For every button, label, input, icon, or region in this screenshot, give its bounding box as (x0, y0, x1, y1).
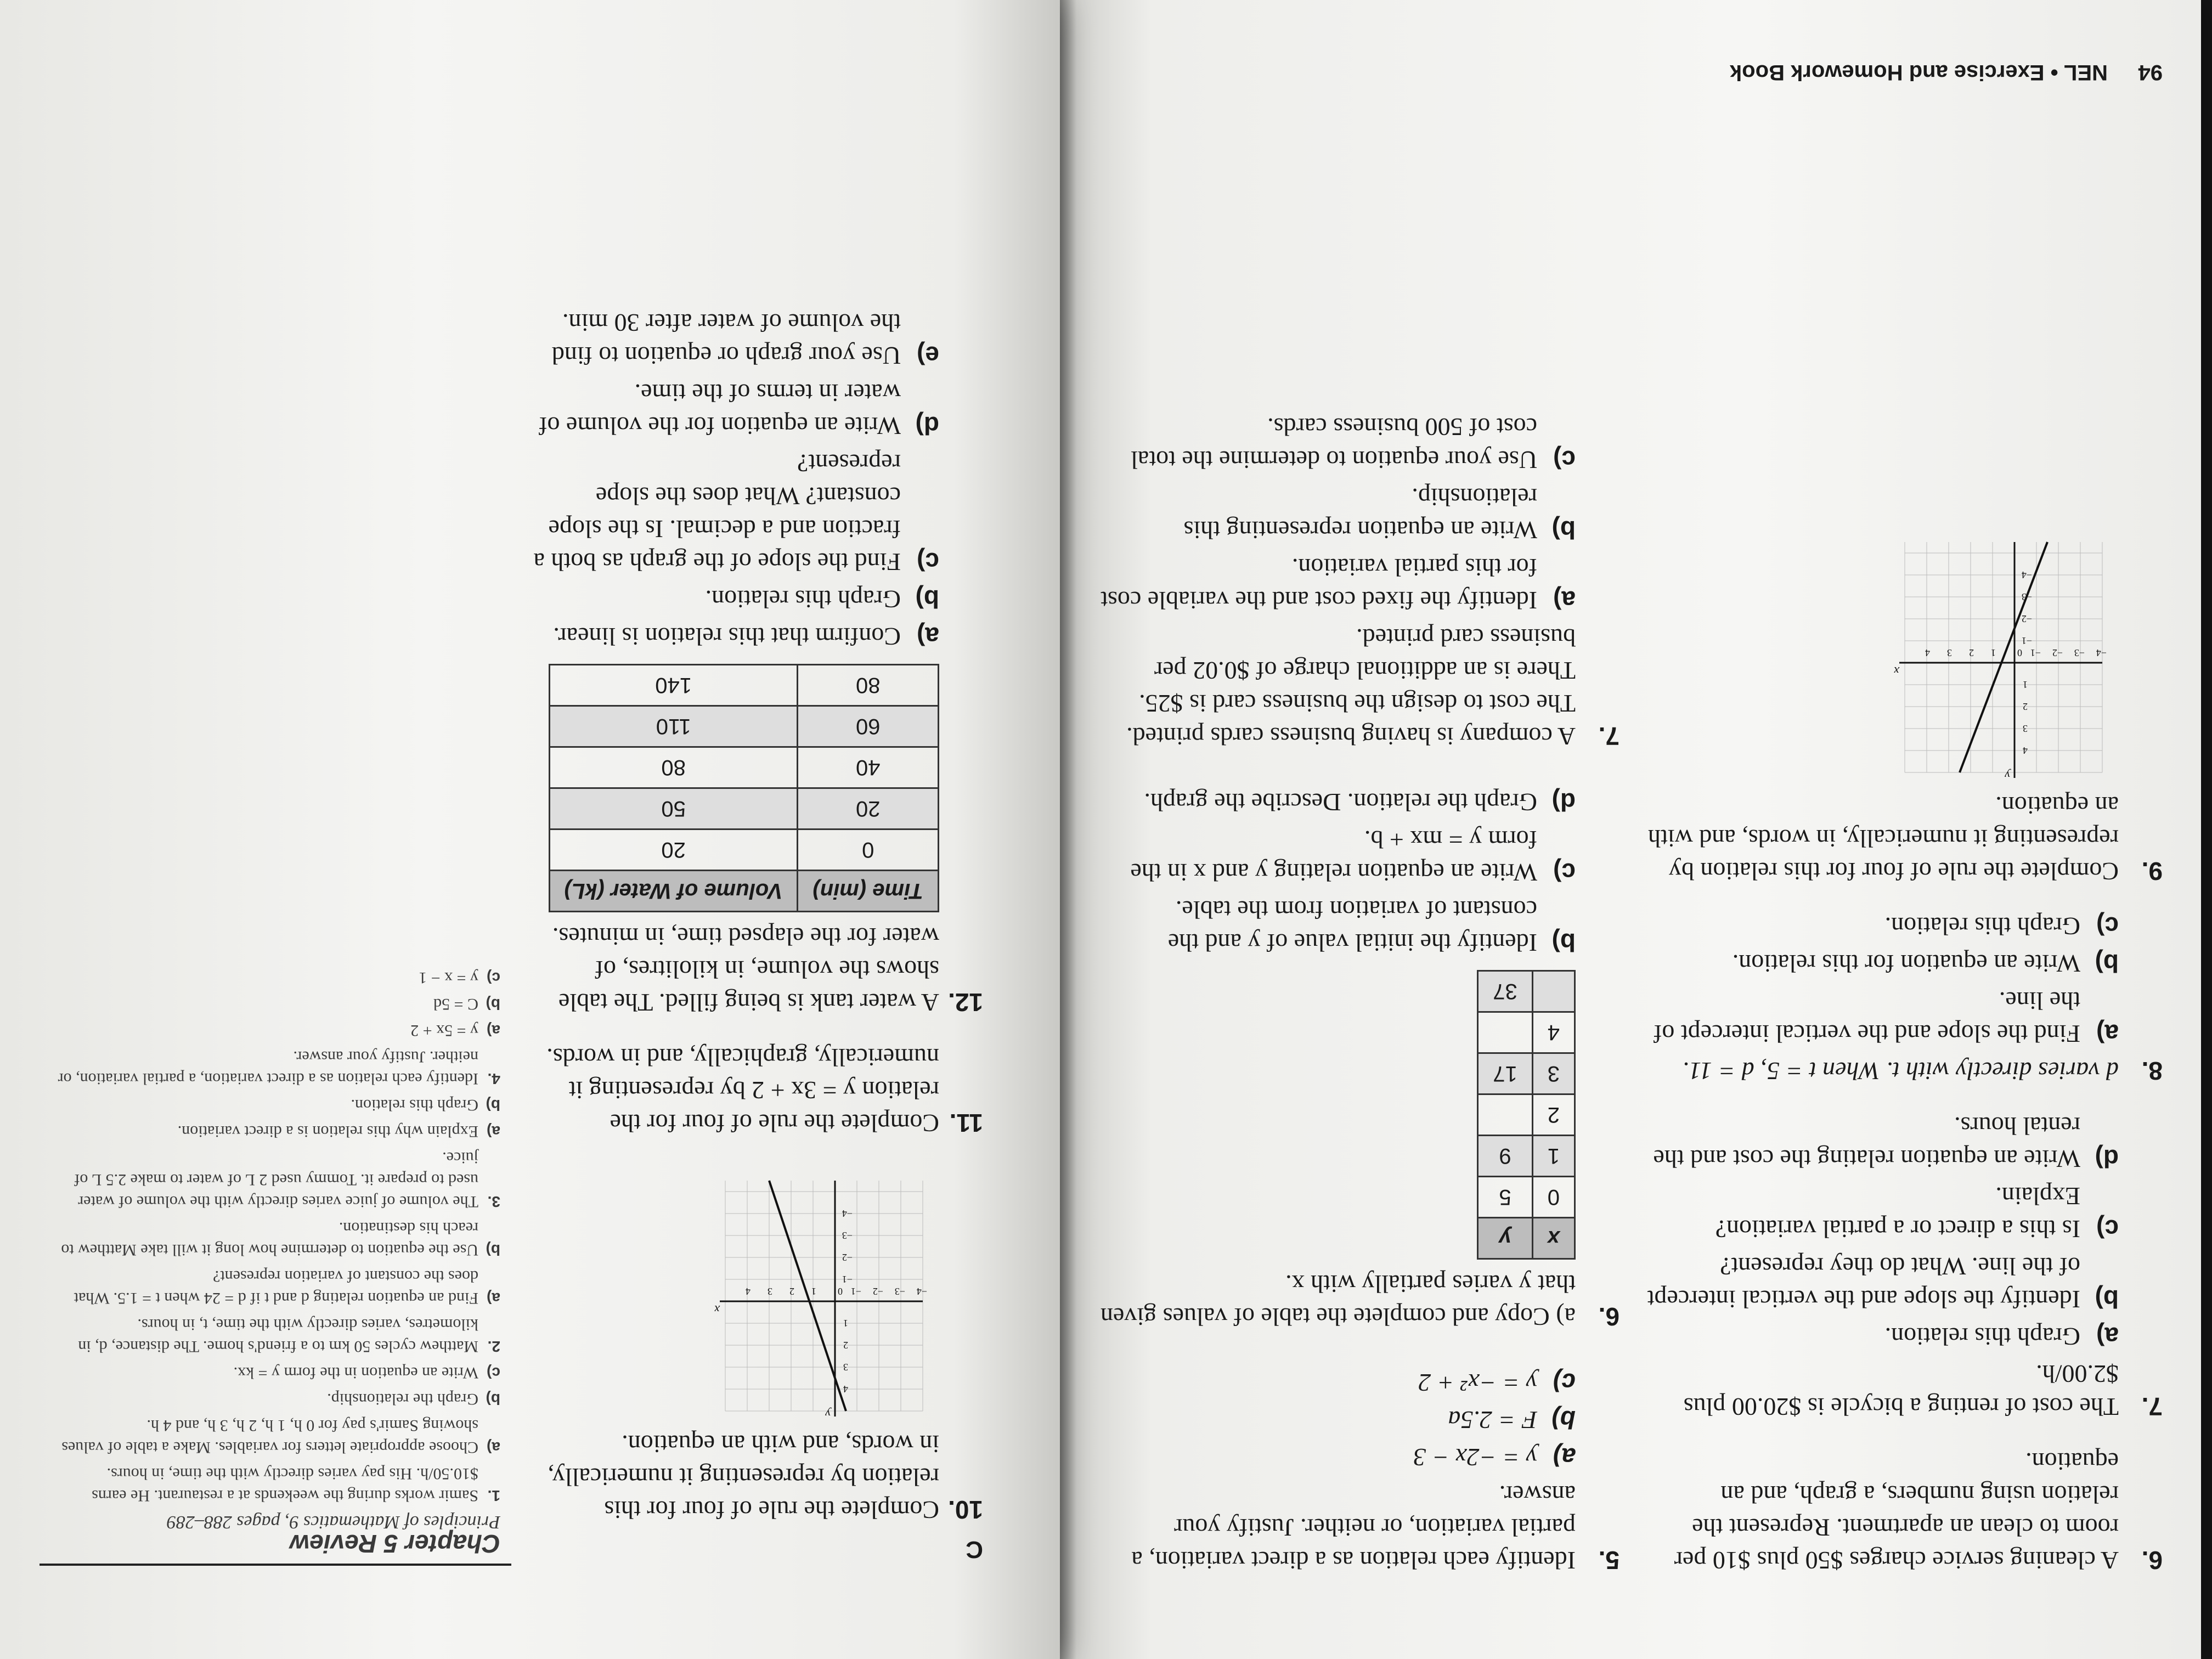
right-page-column-1 (533, 292, 983, 1571)
review-reference: Principles of Mathematics 9, pages 288–289 (166, 1512, 500, 1532)
x-tick-label: 3 (768, 1286, 772, 1297)
question-part: c) y = −x² + 2 (1418, 1368, 1576, 1397)
question-part: b) Graph this relation. (705, 585, 939, 613)
x-tick-label: 4 (1925, 647, 1930, 658)
review-item: c) Write an equation in the form y = kx. (233, 1364, 500, 1382)
y-tick-label: 3 (843, 1362, 848, 1373)
review-item: b) Use the equation to determine how long it will take Matthew to reach his destination. (61, 1219, 500, 1259)
question-part: c) Write an equation relating y and x in the form y = mx + b. (1130, 826, 1576, 887)
question-number: 10. (948, 1496, 983, 1524)
question-6 (1647, 1445, 2163, 1577)
x-tick-label: 2 (1969, 647, 1974, 658)
table-row: 37 (1478, 971, 1575, 1012)
question-7 (1647, 1109, 2163, 1423)
question-text: A cleaning service charges $50 plus $10 per room to clean an apartment. Represent the relation using numbers, a graph, and an equation. (1674, 1448, 2119, 1575)
question-text: A water tank is being filled. The table shows the volume, in kilolitres, of water for the elapsed time, in minutes. (552, 923, 939, 1017)
question-number: 6. (2141, 1546, 2163, 1575)
review-item: a) Find an equation relating d and t if d = 24 when t = 1.5. What does the constant of variation represent? (74, 1267, 500, 1307)
table-header: Time (min) (798, 871, 939, 912)
question-part: b) Write an equation representing this relationship. (1183, 483, 1576, 544)
x-axis-label: x (714, 1303, 720, 1317)
review-item: 1. Samir works during the weekends at a restaurant. He earns $10.50/h. His pay varies directly with the time, in hours. (92, 1465, 500, 1505)
table-row: 40 80 (549, 747, 938, 788)
table-row: 60 110 (549, 706, 938, 747)
table-row: 80 140 (549, 665, 938, 706)
x-tick-label: −3 (2074, 647, 2085, 658)
graph-q9 (1888, 531, 2119, 783)
review-item: a) y = 5x + 2 (410, 1022, 500, 1040)
question-number: 7. (1598, 722, 1620, 751)
question-part: b) Identify the slope and the vertical intercept of the line. What do they represent? (1647, 1252, 2119, 1313)
y-tick-label: −2 (842, 1252, 853, 1263)
y-tick-label: −3 (2021, 591, 2032, 602)
question-part: a) Find the slope and the vertical intercept of the line. (1654, 987, 2119, 1048)
right-page (0, 0, 1060, 1659)
section-label: C (966, 1536, 983, 1563)
graph-q10 (709, 1170, 939, 1422)
review-item: 4. Identify each relation as a direct variation, a partial variation, or neither. Justify your answer. (58, 1048, 500, 1088)
table-row: 20 50 (549, 788, 938, 830)
y-tick-label: 1 (2023, 679, 2028, 690)
y-tick-label: −2 (2021, 613, 2032, 624)
question-number: 12. (948, 988, 983, 1017)
question-part: b) Write an equation for this relation. (1732, 949, 2119, 978)
question-number: 8. (2141, 1057, 2163, 1085)
review-item: a) Choose appropriate letters for variables. Make a table of values showing Samir's pay for 0 h, 1 h, 2 h, 3 h, and 4 h. (61, 1417, 500, 1457)
question-5 (1093, 1366, 1620, 1577)
x-tick-label: −2 (2052, 647, 2063, 658)
y-tick-label: −1 (842, 1274, 853, 1285)
question-part: a) Identify the fixed cost and the variable cost for this partial variation. (1101, 554, 1576, 614)
y-tick-label: −1 (2021, 635, 2032, 646)
x-tick-label: −3 (894, 1286, 905, 1297)
table-header: x (1532, 1218, 1575, 1259)
table-row: 1 9 (1478, 1136, 1575, 1177)
review-item: b) Graph this relation. (351, 1096, 500, 1114)
question-6-table (1093, 786, 1620, 1333)
question-part: e) Use your graph or equation to find the volume of water after 30 min. (551, 309, 939, 370)
coordinate-grid-q10 (533, 1161, 939, 1422)
y-tick-label: 4 (2023, 745, 2028, 756)
question-text: A company is having business cards printed. The cost to design the business card is $25. There is an additional charge of $0.02 per business card printed. (1126, 624, 1576, 751)
y-tick-label: 2 (843, 1340, 848, 1351)
table-row: 0 5 (1478, 1177, 1575, 1218)
right-page-column-2 (50, 962, 500, 1558)
x-tick-label: −2 (872, 1286, 883, 1297)
y-tick-label: −3 (842, 1230, 853, 1241)
page-number: 94 (2138, 60, 2163, 84)
table-row: 4 (1478, 1012, 1575, 1053)
question-number: 7. (2141, 1392, 2163, 1421)
y-tick-label: −4 (2021, 569, 2032, 580)
table-header: y (1478, 1218, 1533, 1259)
y-tick-label: 4 (843, 1384, 848, 1395)
question-text: Complete the rule of four for the relation y = 3x + 2 by representing it numerically, graphically, and in words. (546, 1043, 939, 1137)
review-item: b) Graph the relationship. (327, 1390, 500, 1408)
footer-title: NEL • Exercise and Homework Book (1729, 60, 2108, 84)
x-tick-label: 1 (1991, 647, 1996, 658)
y-axis-label: y (2005, 769, 2010, 782)
question-text: d varies directly with t. When t = 5, d = 11. (1682, 1057, 2119, 1085)
question-part: c) Graph this relation. (1884, 912, 2119, 940)
x-tick-label: 2 (789, 1286, 794, 1297)
question-number: 11. (949, 1109, 983, 1137)
question-10 (533, 1161, 983, 1526)
water-tank-table (549, 664, 939, 912)
review-item: 2. Matthew cycles 50 km to a friend's home. The distance, d, in kilometres, varies directly with the time, t, in hours. (78, 1316, 500, 1356)
question-part: d) Write an equation relating the cost and the rental hours. (1653, 1112, 2119, 1173)
y-tick-label: 3 (2023, 723, 2028, 734)
table-of-values (1477, 970, 1576, 1260)
x-tick-label: 1 (811, 1286, 816, 1297)
question-part: d) Write an equation for the volume of water in terms of the time. (539, 379, 939, 440)
question-part: a) Confirm that this relation is linear. (553, 622, 939, 651)
table-row: 0 20 (549, 830, 938, 871)
x-tick-label: 0 (838, 1286, 843, 1297)
question-part: d) Graph the relation. Describe the graph. (1144, 788, 1576, 816)
question-11 (533, 1041, 983, 1139)
question-part: a) Graph this relation. (1884, 1322, 2119, 1351)
left-page-column-1 (1647, 509, 2163, 1577)
question-number: 9. (2141, 857, 2163, 885)
question-part: b) F = 2.5a (1448, 1406, 1576, 1434)
y-tick-label: 1 (843, 1318, 848, 1329)
question-number: 5. (1598, 1546, 1620, 1575)
question-text: a) Copy and complete the table of values given that y varies partially with x. (1100, 1270, 1576, 1331)
x-tick-label: 4 (746, 1286, 751, 1297)
x-tick-label: −1 (850, 1286, 861, 1297)
question-9 (1647, 523, 2163, 888)
question-text: Complete the rule of four for this relation by representing it numerically, in words, and with an equation. (1647, 792, 2119, 885)
left-page (1060, 0, 2201, 1659)
question-8 (1647, 910, 2163, 1087)
table-header: Volume of Water (kL) (549, 871, 798, 912)
left-page-column-2 (1093, 396, 1620, 1577)
review-item: c) y = x − 1 (419, 969, 500, 987)
question-part: c) Use your equation to determine the total cost of 500 business cards. (1131, 413, 1576, 474)
question-part: b) Identify the initial value of y and the constant of variation from the table. (1167, 896, 1576, 957)
review-title: Chapter 5 Review (290, 1530, 500, 1558)
x-axis-label: x (1894, 664, 1899, 678)
divider-rule (40, 1564, 511, 1566)
question-number: 6. (1598, 1302, 1620, 1331)
x-tick-label: 3 (1947, 647, 1952, 658)
review-item: a) Explain why this relation is a direct variation. (177, 1122, 500, 1141)
y-tick-label: 2 (2023, 701, 2028, 712)
x-tick-label: −4 (2096, 647, 2107, 658)
y-axis-label: y (825, 1407, 831, 1421)
coordinate-grid-q9 (1647, 523, 2119, 783)
question-part: c) Find the slope of the graph as both a fraction and a decimal. Is the slope constant? What does the slope represent? (533, 449, 939, 576)
question-part: a) y = −2x − 3 (1413, 1443, 1576, 1471)
question-text: The cost of renting a bicycle is $20.00 plus $2.00/h. (1683, 1360, 2119, 1421)
question-part: c) Is this a direct or a partial variation? Explain. (1715, 1182, 2119, 1243)
question-text: Complete the rule of four for this relation by representing it numerically, in words, and with an equation. (548, 1430, 939, 1524)
review-item: 3. The volume of juice varies directly with the volume of water used to prepare it. Tommy used 2 L of water to make 2.5 L of juice. (74, 1149, 500, 1211)
table-row: 2 (1478, 1094, 1575, 1136)
y-tick-label: −4 (842, 1208, 853, 1219)
x-tick-label: −4 (916, 1286, 927, 1297)
table-row: 3 17 (1478, 1053, 1575, 1094)
question-text: Identify each relation as a direct variation, a partial variation, or neither. Justify your answer. (1131, 1481, 1576, 1575)
x-tick-label: −1 (2030, 647, 2041, 658)
review-item: b) C = 5d (433, 995, 500, 1013)
question-7-cards (1093, 410, 1620, 753)
x-tick-label: 0 (2017, 647, 2022, 658)
question-12 (533, 306, 983, 1019)
